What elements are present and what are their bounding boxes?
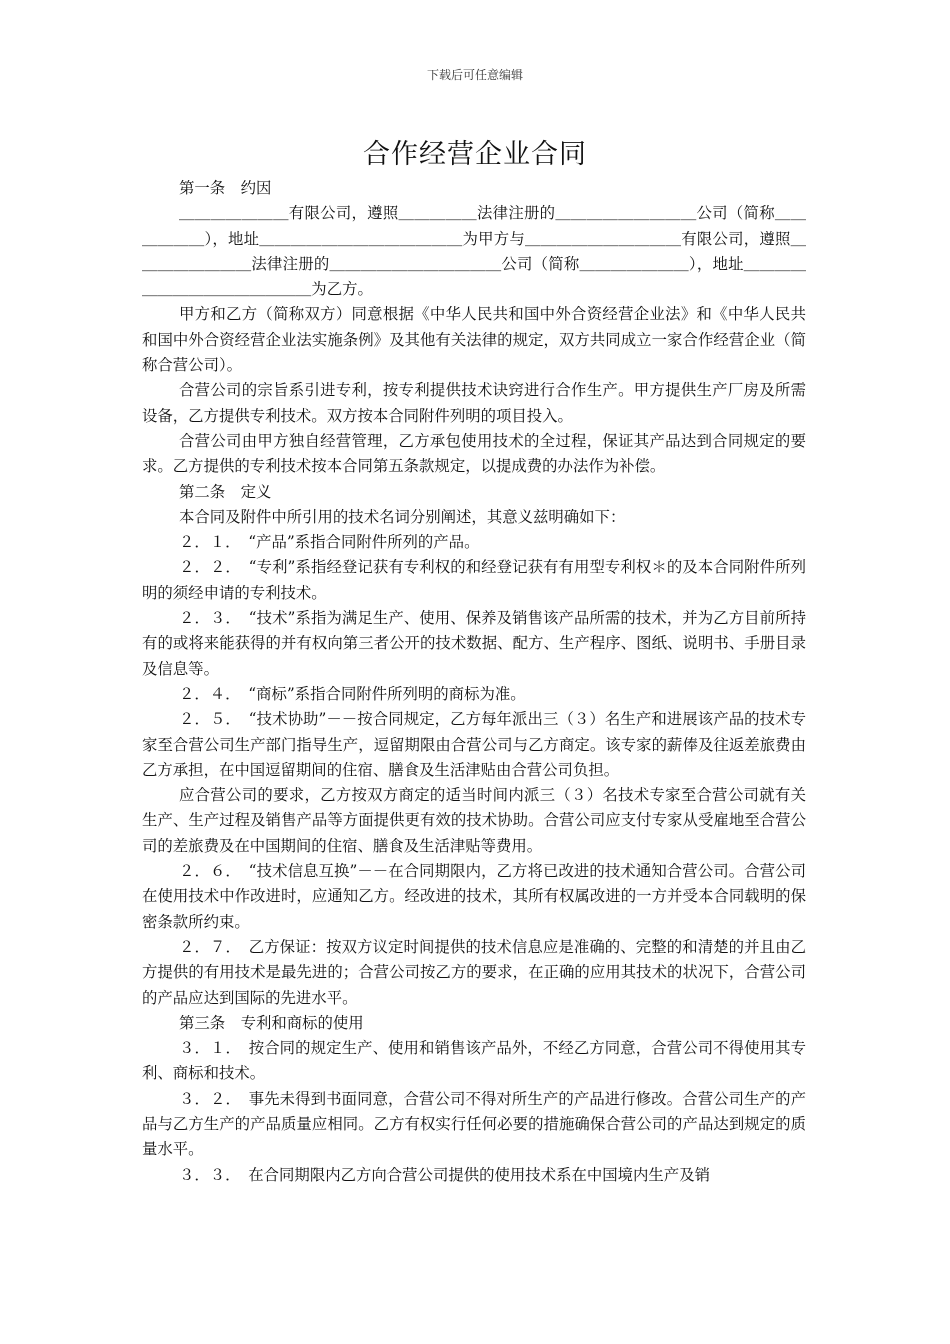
page-header-note: 下载后可任意编辑 xyxy=(426,68,523,82)
clause-2-2: ２．２． “专利”系指经登记获有专利权的和经登记获有有用型专利权＊的及本合同附件所列明的须经申请的专利技术。 xyxy=(142,558,806,602)
clause-2-5: ２．５． “技术协助”－－按合同规定，乙方每年派出三（３）名生产和进展该产品的技术专家至合营公司生产部门指导生产，逗留期限由合营公司与乙方商定。该专家的薪俸及往返差旅费由乙方承担，在中国逗留期间的住宿、膳食及生活津贴由合营公司负担。 xyxy=(142,710,806,779)
clause-2-3: ２．３． “技术”系指为满足生产、使用、保养及销售该产品所需的技术，并为乙方目前所持有的或将来能获得的并有权向第三者公开的技术数据、配方、生产程序、图纸、说明书、手册目录及信息等。 xyxy=(142,609,806,678)
clause-2-6: ２．６． “技术信息互换”－－在合同期限内，乙方将已改进的技术通知合营公司。合营公司在使用技术中作改进时，应通知乙方。经改进的技术，其所有权属改进的一方并受本合同载明的保密条款所约束。 xyxy=(142,862,806,931)
clause-2-1: ２．１． “产品”系指合同附件所列的产品。 xyxy=(179,533,480,552)
clause-2-7: ２．７． 乙方保证：按双方议定时间提供的技术信息应是准确的、完整的和清楚的并且由乙方提供的有用技术是最先进的；合营公司按乙方的要求，在正确的应用其技术的状况下，合营公司的产品应达到国际的先进水平。 xyxy=(142,937,806,1007)
article-heading-2: 第二条 定义 xyxy=(179,482,272,501)
clause-2-4: ２．４． “商标”系指合同附件所列明的商标为准。 xyxy=(179,684,526,703)
document-title: 合作经营企业合同 xyxy=(363,139,587,170)
body-paragraph: 甲方和乙方（简称双方）同意根据《中华人民共和国中外合资经营企业法》和《中华人民共和国中外合资经营企业法实施条例》及其他有关法律的规定，双方共同成立一家合作经营企业（简称合营公司）。 xyxy=(142,305,806,375)
clause-3-3: ３．３． 在合同期限内乙方向合营公司提供的使用技术系在中国境内生产及销 xyxy=(179,1165,710,1184)
body-paragraph: 合营公司的宗旨系引进专利，按专利提供技术诀窍进行合作生产。甲方提供生产厂房及所需设备，乙方提供专利技术。双方按本合同附件列明的项目投入。 xyxy=(142,381,806,425)
clause-3-2: ３．２． 事先未得到书面同意，合营公司不得对所生产的产品进行修改。合营公司生产的产品与乙方生产的产品质量应相同。乙方有权实行任何必要的措施确保合营公司的产品达到规定的质量水平。 xyxy=(142,1089,806,1159)
body-paragraph: 本合同及附件中所引用的技术名词分别阐述，其意义兹明确如下： xyxy=(179,507,626,526)
parties-paragraph: ＿＿＿＿＿＿＿有限公司，遵照＿＿＿＿＿法律注册的＿＿＿＿＿＿＿＿＿公司（简称＿＿＿＿＿＿），地址＿＿＿＿＿＿＿＿＿＿＿＿＿为甲方与＿＿＿＿＿＿＿＿＿＿有限公司，遵照＿＿＿＿＿＿＿＿法律注册的＿＿＿＿＿＿＿＿＿＿＿公司（简称＿＿＿＿＿＿＿），地址＿＿＿＿＿＿＿＿＿＿＿＿＿＿＿为乙方。 xyxy=(142,204,806,299)
contract-body xyxy=(142,176,806,1188)
body-paragraph: 应合营公司的要求，乙方按双方商定的适当时间内派三（３）名技术专家至合营公司就有关生产、生产过程及销售产品等方面提供更有效的技术协助。合营公司应支付专家从受雇地至合营公司的差旅费及在中国期间的住宿、膳食及生活津贴等费用。 xyxy=(142,786,806,855)
article-heading-3: 第三条 专利和商标的使用 xyxy=(179,1013,364,1032)
clause-3-1: ３．１． 按合同的规定生产、使用和销售该产品外，不经乙方同意，合营公司不得使用其专利、商标和技术。 xyxy=(142,1039,806,1083)
body-paragraph: 合营公司由甲方独自经营管理，乙方承包使用技术的全过程，保证其产品达到合同规定的要求。乙方提供的专利技术按本合同第五条款规定，以提成费的办法作为补偿。 xyxy=(142,431,806,476)
article-heading-1: 第一条 约因 xyxy=(179,179,272,197)
